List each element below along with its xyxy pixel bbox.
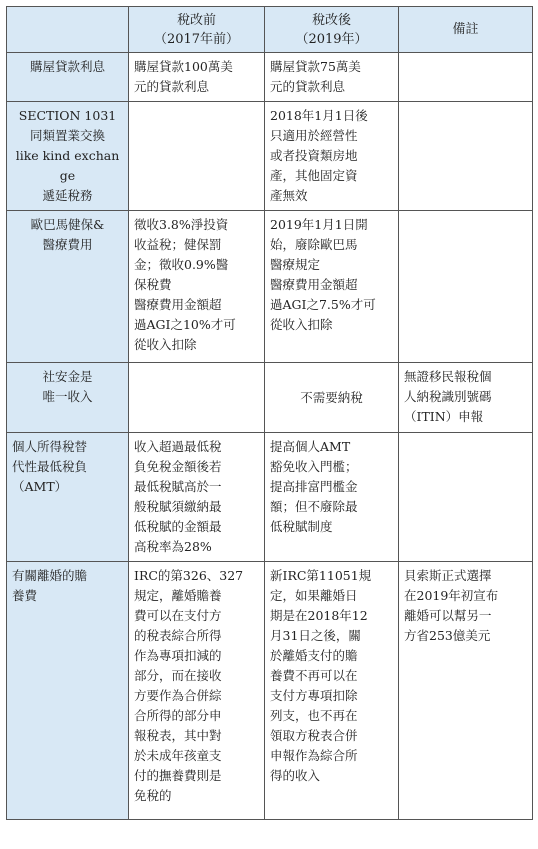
after-reform-cell-line: 或者投資類房地 bbox=[270, 148, 358, 163]
before-reform-cell-line: 購屋貸款100萬美 bbox=[134, 59, 233, 74]
after-reform-cell-line: 列支，也不再在 bbox=[270, 708, 358, 723]
after-reform-cell-line: 2019年1月1日開 bbox=[270, 217, 368, 232]
note-cell bbox=[399, 562, 533, 820]
before-reform-cell-line: 收入超過最低稅 bbox=[134, 439, 222, 454]
after-reform-cell-line: 過AGI之7.5%才可 bbox=[270, 297, 376, 312]
before-reform-cell-line: 般稅賦須繳納最 bbox=[134, 499, 222, 514]
after-reform-cell-line: 產，其他固定資 bbox=[270, 168, 358, 183]
note-cell-line: 人納稅識別號碼 bbox=[404, 389, 492, 404]
after-reform-cell-line: 始，廢除歐巴馬 bbox=[270, 237, 358, 252]
header-notes bbox=[399, 7, 533, 53]
before-reform-cell-line: 作為專項扣減的 bbox=[134, 648, 222, 663]
row-label bbox=[7, 211, 129, 363]
before-reform-cell-line: 方要作為合併綜 bbox=[134, 688, 222, 703]
row-label bbox=[7, 562, 129, 820]
before-reform-cell-line: 規定，離婚贍養 bbox=[134, 588, 222, 603]
before-reform-cell-line: 高稅率為28% bbox=[134, 539, 212, 554]
table-row-social-security bbox=[7, 363, 533, 433]
before-reform-cell-line: 負免稅金額後若 bbox=[134, 459, 222, 474]
row-label-line: 代性最低稅負 bbox=[12, 459, 88, 474]
after-reform-cell bbox=[265, 211, 399, 363]
row-label-line: 歐巴馬健保& bbox=[30, 217, 105, 232]
before-reform-cell-line: 金；徵收0.9%醫 bbox=[134, 257, 229, 272]
row-label-line: 同類置業交換 bbox=[29, 128, 105, 143]
before-reform-cell bbox=[129, 433, 265, 562]
after-reform-cell-line: 領取方稅表合併 bbox=[270, 728, 358, 743]
before-reform-cell-line: IRC的第326、327 bbox=[134, 568, 244, 583]
before-reform-cell bbox=[129, 562, 265, 820]
table-row-amt bbox=[7, 433, 533, 562]
table-row-mortgage-interest bbox=[7, 53, 533, 102]
after-reform-cell-line: 定，如果離婚日 bbox=[270, 588, 358, 603]
after-reform-cell bbox=[265, 102, 399, 211]
before-reform-cell-line: 費可以在支付方 bbox=[134, 608, 222, 623]
before-reform-cell-line: 於未成年孩童支 bbox=[134, 748, 222, 763]
after-reform-cell bbox=[265, 433, 399, 562]
after-reform-cell-line: 月31日之後，關 bbox=[270, 628, 361, 643]
row-label-line: 遞延稅務 bbox=[42, 188, 93, 203]
after-reform-cell-line: 醫療規定 bbox=[270, 257, 321, 272]
before-reform-cell-line: 部分，而在接收 bbox=[134, 668, 222, 683]
before-reform-cell bbox=[129, 102, 265, 211]
after-reform-cell-line: 養費不再可以在 bbox=[270, 668, 358, 683]
header-before-year: （2017年前） bbox=[153, 31, 240, 47]
after-reform-cell-line: 2018年1月1日後 bbox=[270, 108, 368, 123]
header-after-title: 稅改後 bbox=[311, 12, 351, 28]
after-reform-cell-line: 提高個人AMT bbox=[270, 439, 351, 454]
after-reform-cell-line: 豁免收入門檻； bbox=[270, 459, 358, 474]
row-label bbox=[7, 102, 129, 211]
header-before-reform bbox=[129, 7, 265, 53]
before-reform-cell bbox=[129, 211, 265, 363]
after-reform-cell-line: 低稅賦制度 bbox=[270, 519, 333, 534]
note-cell bbox=[399, 102, 533, 211]
before-reform-cell-line: 醫療費用金額超 bbox=[134, 297, 222, 312]
before-reform-cell bbox=[129, 53, 265, 102]
note-cell-line: （ITIN）申報 bbox=[404, 409, 484, 424]
header-after-year: （2019年） bbox=[295, 31, 368, 47]
after-reform-cell-line: 醫療費用金額超 bbox=[270, 277, 358, 292]
after-reform-cell-line: 元的貸款利息 bbox=[270, 79, 346, 94]
row-label-line: 養費 bbox=[12, 588, 38, 603]
row-label-line: SECTION 1031 bbox=[18, 108, 117, 123]
before-reform-cell-line: 徵收3.8%淨投資 bbox=[134, 217, 229, 232]
note-cell-line: 方省253億美元 bbox=[404, 628, 491, 643]
after-reform-cell-line: 期是在2018年12 bbox=[270, 608, 368, 623]
table-body bbox=[7, 53, 533, 820]
after-reform-cell-line: 提高排富門檻金 bbox=[270, 479, 358, 494]
before-reform-cell bbox=[129, 363, 265, 433]
after-reform-cell bbox=[265, 562, 399, 820]
after-reform-cell-line: 不需要納稅 bbox=[300, 389, 363, 405]
row-label-line: like kind exchange bbox=[15, 148, 120, 183]
after-reform-cell-line: 額；但不廢除最 bbox=[270, 499, 358, 514]
after-reform-cell-line: 購屋貸款75萬美 bbox=[270, 59, 361, 74]
before-reform-cell-line: 收益稅；健保罰 bbox=[134, 237, 222, 252]
after-reform-cell-line: 產無效 bbox=[270, 188, 308, 203]
before-reform-cell-line: 過AGI之10%才可 bbox=[134, 317, 236, 332]
note-cell-line: 貝索斯正式選擇 bbox=[404, 568, 492, 583]
note-cell-line: 無證移民報稅個 bbox=[404, 369, 492, 384]
before-reform-cell-line: 從收入扣除 bbox=[134, 337, 197, 352]
header-notes-title: 備註 bbox=[452, 22, 479, 37]
before-reform-cell-line: 付的撫養費則是 bbox=[134, 768, 222, 783]
note-cell bbox=[399, 433, 533, 562]
row-label-line: 社安金是 bbox=[42, 369, 93, 384]
note-cell-line: 在2019年初宣布 bbox=[404, 588, 499, 603]
note-cell bbox=[399, 211, 533, 363]
before-reform-cell-line: 合所得的部分申 bbox=[134, 708, 222, 723]
table-row-obamacare-medical bbox=[7, 211, 533, 363]
after-reform-cell bbox=[265, 363, 399, 433]
note-cell bbox=[399, 363, 533, 433]
after-reform-cell-line: 只適用於經營性 bbox=[270, 128, 358, 143]
after-reform-cell bbox=[265, 53, 399, 102]
table-row-section-1031 bbox=[7, 102, 533, 211]
note-cell bbox=[399, 53, 533, 102]
before-reform-cell-line: 元的貸款利息 bbox=[134, 79, 210, 94]
table-row-alimony bbox=[7, 562, 533, 820]
after-reform-cell-line: 新IRC第11051規 bbox=[270, 568, 372, 583]
header-after-reform bbox=[265, 7, 399, 53]
after-reform-cell-line: 得的收入 bbox=[270, 768, 321, 783]
header-before-title: 稅改前 bbox=[176, 12, 216, 28]
after-reform-cell-line: 於離婚支付的贍 bbox=[270, 648, 358, 663]
before-reform-cell-line: 免稅的 bbox=[134, 788, 172, 803]
header-row bbox=[7, 7, 533, 53]
before-reform-cell-line: 保稅費 bbox=[134, 277, 172, 292]
before-reform-cell-line: 的稅表綜合所得 bbox=[134, 628, 222, 643]
before-reform-cell-line: 最低稅賦高於一 bbox=[134, 479, 222, 494]
header-blank-cell bbox=[7, 7, 129, 53]
row-label-line: 個人所得稅替 bbox=[12, 439, 88, 454]
before-reform-cell-line: 報稅表，其中對 bbox=[134, 728, 222, 743]
before-reform-cell-line: 低稅賦的金額最 bbox=[134, 519, 222, 534]
note-cell-line: 離婚可以幫另一 bbox=[404, 608, 492, 623]
row-label-line: 有關離婚的贍 bbox=[12, 568, 88, 583]
tax-comparison-table bbox=[6, 6, 533, 820]
after-reform-cell-line: 支付方專項扣除 bbox=[270, 688, 358, 703]
after-reform-cell-line: 從收入扣除 bbox=[270, 317, 333, 332]
row-label-line: （AMT） bbox=[12, 479, 68, 494]
row-label-line: 醫療費用 bbox=[42, 237, 93, 252]
row-label bbox=[7, 363, 129, 433]
row-label-line: 購屋貸款利息 bbox=[29, 59, 105, 74]
after-reform-cell-line: 申報作為綜合所 bbox=[270, 748, 358, 763]
tax-comparison-table-wrapper bbox=[6, 6, 532, 820]
row-label bbox=[7, 53, 129, 102]
row-label bbox=[7, 433, 129, 562]
row-label-line: 唯一收入 bbox=[42, 389, 93, 404]
